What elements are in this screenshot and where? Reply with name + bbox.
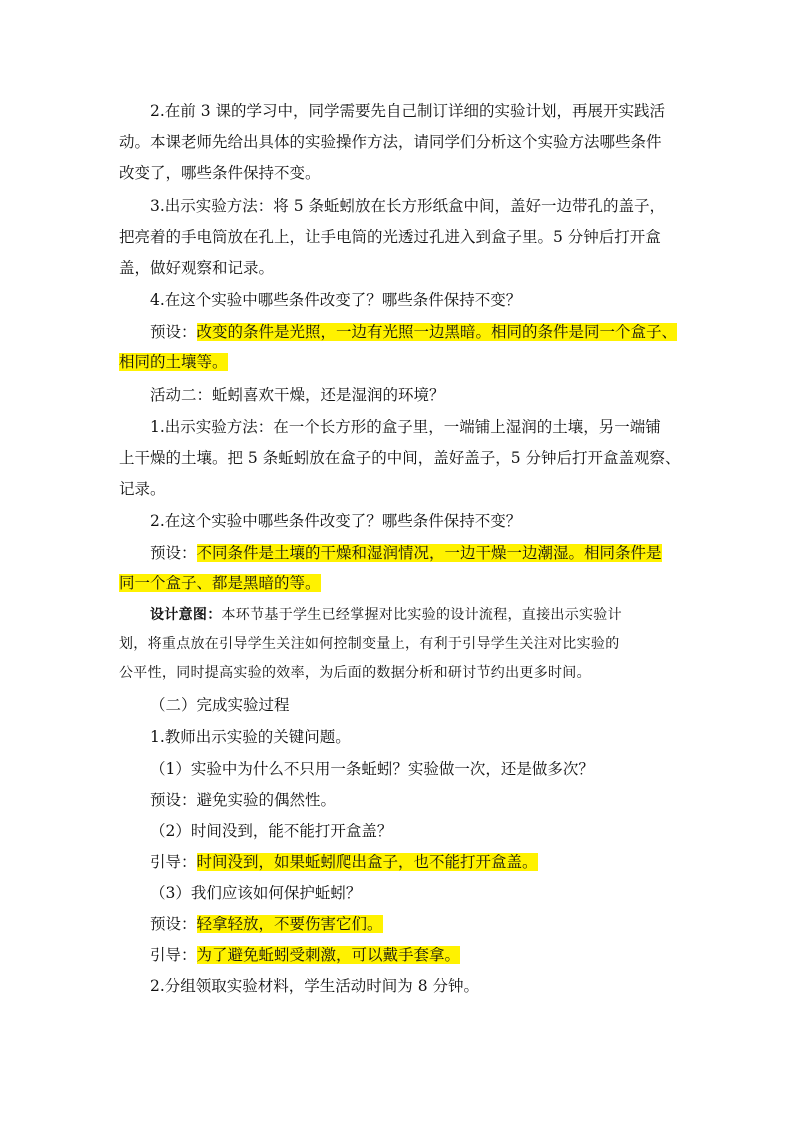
- question-line: （3）我们应该如何保护蚯蚓？: [150, 884, 362, 902]
- answer-line: 预设：避免实验的偶然性。: [150, 791, 337, 809]
- highlighted-text: 同一个盒子、都是黑暗的等。: [119, 574, 321, 592]
- paragraph-line: 记录。: [119, 480, 166, 498]
- highlighted-text: 不同条件是土壤的干燥和湿润情况，一边干燥一边潮湿。相同条件是: [196, 544, 662, 562]
- design-note-line: 划，将重点放在引导学生关注如何控制变量上，有利于引导学生关注对比实验的: [119, 636, 620, 652]
- question-line: （1）实验中为什么不只用一条蚯蚓？实验做一次，还是做多次？: [150, 760, 594, 778]
- highlighted-text: 改变的条件是光照，一边有光照一边黑暗。相同的条件是同一个盒子、: [196, 323, 678, 341]
- paragraph-line: 1.教师出示实验的关键问题。: [150, 728, 351, 746]
- paragraph-line: 动。本课老师先给出具体的实验操作方法，请同学们分析这个实验方法哪些条件: [119, 133, 662, 151]
- preset-line: [119, 572, 321, 594]
- highlighted-text: 相同的土壤等。: [119, 353, 228, 371]
- preset-line: [150, 542, 662, 564]
- guide-label: 引导：: [150, 946, 197, 964]
- question-line: （2）时间没到，能不能打开盒盖？: [150, 822, 393, 840]
- preset-label: 预设：: [150, 544, 197, 562]
- design-note-text: 本环节基于学生已经掌握对比实验的设计流程，直接出示实验计: [221, 607, 622, 623]
- design-note-line: [150, 604, 622, 626]
- paragraph-line: 2.在这个实验中哪些条件改变了？哪些条件保持不变？: [150, 512, 522, 530]
- design-note-line: 公平性，同时提高实验的效率，为后面的数据分析和研讨节约出更多时间。: [119, 665, 591, 681]
- guide-line: [150, 851, 538, 873]
- paragraph-line: 把亮着的手电筒放在孔上，让手电筒的光透过孔进入到盒子里。5 分钟后打开盒: [119, 228, 661, 246]
- design-note-label: 设计意图：: [150, 607, 222, 623]
- preset-line: [119, 351, 228, 373]
- paragraph-line: 2.在前 3 课的学习中，同学需要先自己制订详细的实验计划，再展开实践活: [150, 102, 666, 120]
- paragraph-line: 1.出示实验方法：在一个长方形的盒子里，一端铺上湿润的土壤，另一端铺: [150, 418, 661, 436]
- highlighted-text: 时间没到，如果蚯蚓爬出盒子，也不能打开盒盖。: [196, 853, 538, 871]
- preset-label: 预设：: [150, 323, 197, 341]
- paragraph-line: 2.分组领取实验材料，学生活动时间为 8 分钟。: [150, 977, 480, 995]
- paragraph-line: 盖，做好观察和记录。: [119, 259, 275, 277]
- highlighted-text: 轻拿轻放，不要伤害它们。: [196, 915, 383, 933]
- activity-heading: 活动二：蚯蚓喜欢干燥，还是湿润的环境？: [150, 386, 445, 404]
- preset-label: 预设：: [150, 915, 197, 933]
- preset-line: [150, 321, 677, 343]
- section-heading: （二）完成实验过程: [150, 696, 290, 714]
- guide-label: 引导：: [150, 853, 197, 871]
- paragraph-line: 4.在这个实验中哪些条件改变了？哪些条件保持不变？: [150, 291, 522, 309]
- highlighted-text: 为了避免蚯蚓受刺激，可以戴手套拿。: [196, 946, 461, 964]
- preset-line: [150, 913, 383, 935]
- paragraph-line: 改变了，哪些条件保持不变。: [119, 164, 321, 182]
- paragraph-line: 3.出示实验方法：将 5 条蚯蚓放在长方形纸盒中间，盖好一边带孔的盖子，: [150, 197, 666, 215]
- paragraph-line: 上干燥的土壤。把 5 条蚯蚓放在盒子的中间，盖好盖子，5 分钟后打开盒盖观察、: [119, 449, 681, 467]
- guide-line: [150, 944, 460, 966]
